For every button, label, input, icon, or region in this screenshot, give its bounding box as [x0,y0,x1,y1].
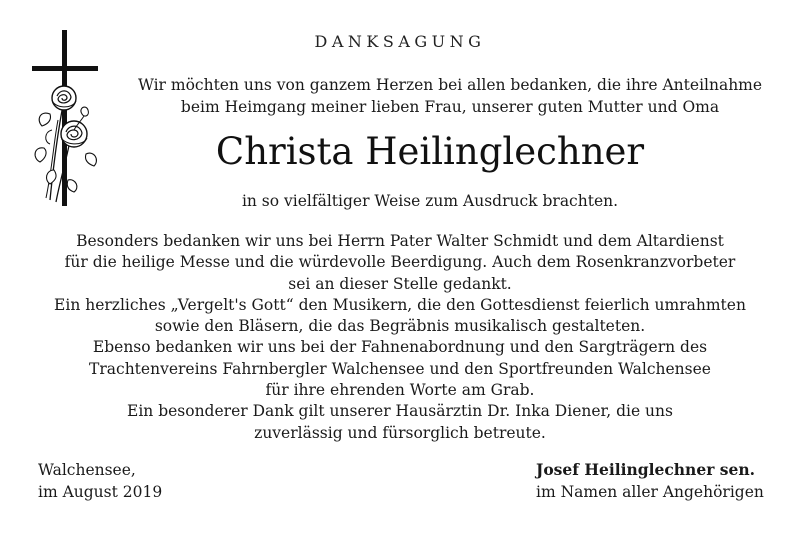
body-line: Ein besonderer Dank gilt unserer Hausärztin Dr. Inka Diener, die uns [127,402,673,421]
body-line: sei an dieser Stelle gedankt. [288,274,512,293]
signature-block [536,459,764,503]
intro-line: beim Heimgang meiner lieben Frau, unserer guten Mutter und Oma [180,98,720,116]
signer-name: Josef Heilinglechner sen. [536,460,756,479]
place: Walchensee, [38,461,136,479]
body-line: Ein herzliches „Vergelt's Gott“ den Musikern, die den Gottesdienst feierlich umrahmten [54,295,746,314]
body-line: für ihre ehrenden Worte am Grab. [265,381,535,400]
thanks-body [0,231,800,444]
notice-heading: DANKSAGUNG [314,32,486,51]
intro-text [100,74,800,118]
body-line: für die heilige Messe und die würdevolle Beerdigung. Auch dem Rosenkranzvorbeter [64,253,736,272]
place-date-block [38,459,162,503]
body-line: Trachtenvereins Fahrnbergler Walchensee und den Sportfreunden Walchensee [89,359,711,378]
closing-line: in so vielfältiger Weise zum Ausdruck brachten. [241,192,619,210]
deceased-name: Christa Heilinglechner [215,130,645,173]
date: im August 2019 [38,483,163,501]
intro-line: Wir möchten uns von ganzem Herzen bei allen bedanken, die ihre Anteilnahme [137,76,763,94]
body-line: zuverlässig und fürsorglich betreute. [254,423,546,442]
body-line: Ebenso bedanken wir uns bei der Fahnenabordnung und den Sargträgern des [92,338,708,357]
cross-with-roses-icon [28,30,108,208]
body-line: sowie den Bläsern, die das Begräbnis musikalisch gestalteten. [154,317,646,336]
signer-note: im Namen aller Angehörigen [536,483,764,501]
body-line: Besonders bedanken wir uns bei Herrn Pater Walter Schmidt und dem Altardienst [76,232,724,250]
